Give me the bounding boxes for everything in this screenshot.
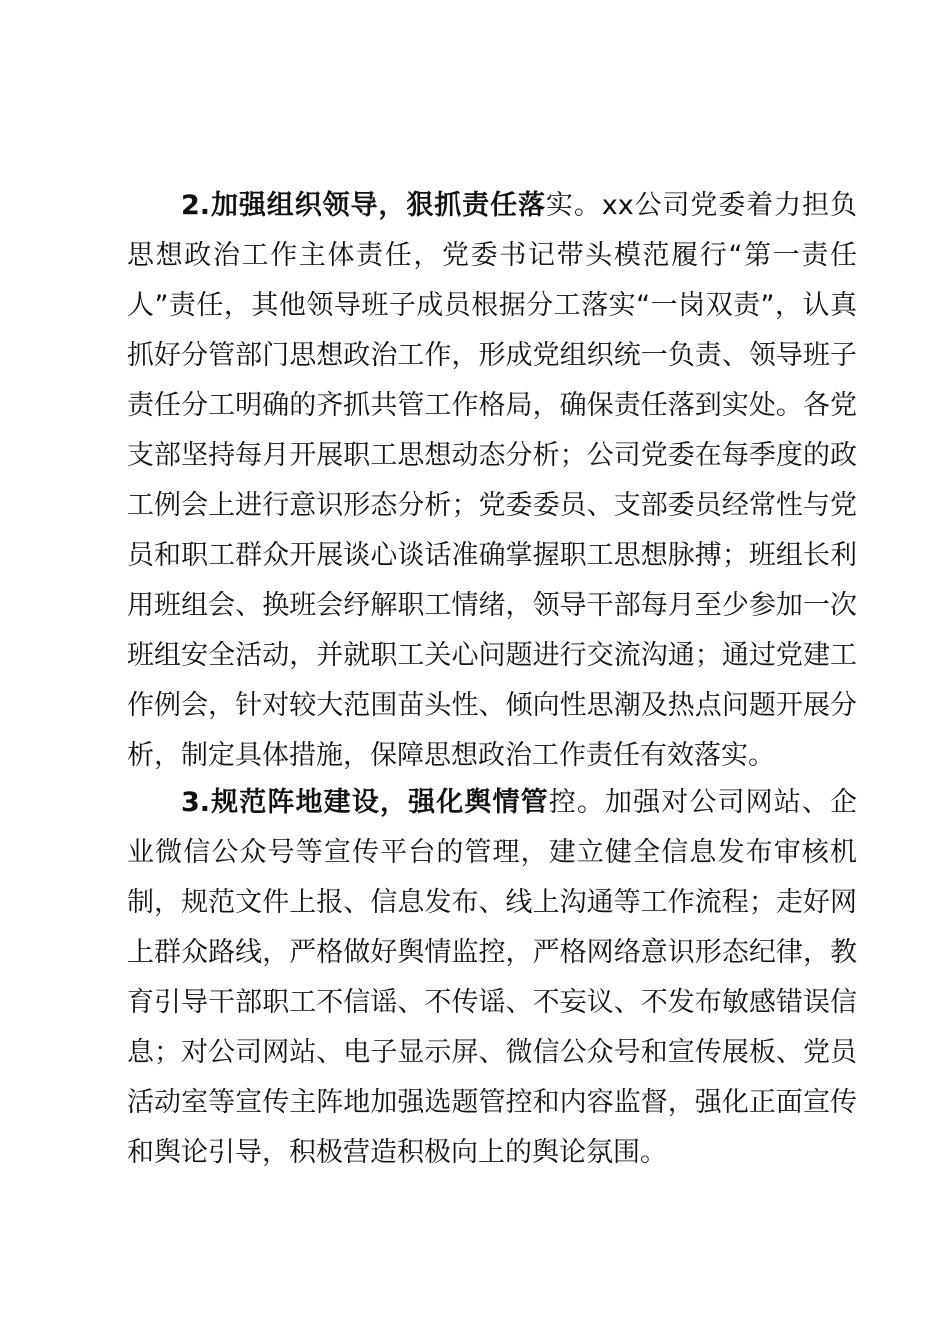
paragraph-2-heading: 3.规范阵地建设，强化舆情管 (181, 787, 549, 818)
paragraph-2 (127, 778, 857, 1178)
paragraph-2-body: 控。加强对公司网站、企业微信公众号等宣传平台的管理，建立健全信息发布审核机制，规范文件上报、信息发布、线上沟通等工作流程；走好网上群众路线，严格做好舆情监控，严格网络意识形态纪律，教育引导干部职工不信谣、不传谣、不妄议、不发布敏感错误信息；对公司网站、电子显示屏、微信公众号和宣传展板、党员活动室等宣传主阵地加强选题管控和内容监督，强化正面宣传和舆论引导，积极营造积极向上的舆论氛围。 (127, 787, 858, 1168)
paragraph-2-text (127, 778, 857, 1178)
paragraph-1-body: 实。xx公司党委着力担负思想政治工作主体责任，党委书记带头模范履行“第一责任人”责任，其他领导班子成员根据分工落实“一岗双责”，认真抓好分管部门思想政治工作，形成党组织统一负责、领导班子责任分工明确的齐抓共管工作格局，确保责任落到实处。各党支部坚持每月开展职工思想动态分析；公司党委在每季度的政工例会上进行意识形态分析；党委委员、支部委员经常性与党员和职工群众开展谈心谈话准确掌握职工思想脉搏；班组长利用班组会、换班会纾解职工情绪，领导干部每月至少参加一次班组安全活动，并就职工关心问题进行交流沟通；通过党建工作例会，针对较大范围苗头性、倾向性思潮及热点问题开展分析，制定具体措施，保障思想政治工作责任有效落实。 (127, 190, 857, 771)
paragraph-1-text (127, 181, 857, 781)
paragraph-1 (127, 181, 857, 781)
paragraph-1-heading: 2.加强组织领导，狠抓责任落 (181, 190, 546, 221)
